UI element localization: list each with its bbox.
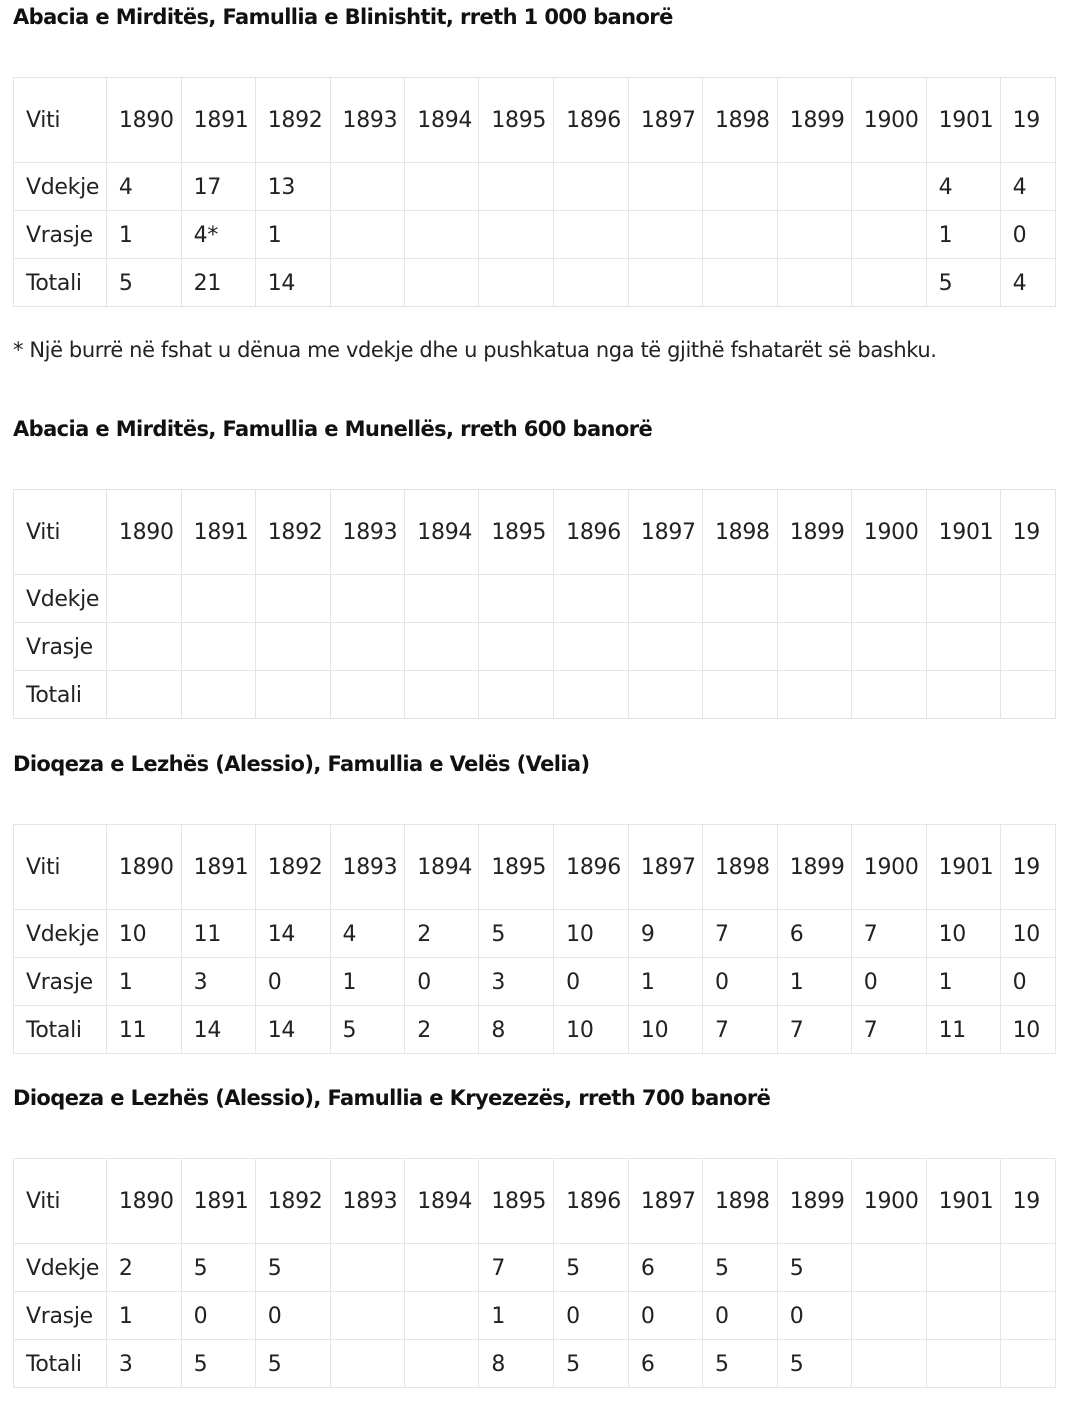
value-cell: 5 — [255, 1340, 330, 1388]
year-header-cell: 1899 — [777, 825, 851, 910]
year-header-cell: 1892 — [255, 490, 330, 575]
value-cell — [628, 575, 702, 623]
value-cell: 1 — [926, 211, 1000, 259]
section-title: Dioqeza e Lezhës (Alessio), Famullia e Velës (Velia) — [13, 752, 590, 776]
year-header-cell: 19 — [1000, 78, 1055, 163]
row-label-cell: Vdekje — [14, 910, 107, 958]
value-cell: 7 — [851, 910, 926, 958]
year-header-cell: 1898 — [702, 78, 777, 163]
value-cell — [702, 671, 777, 719]
value-cell: 10 — [554, 1006, 629, 1054]
value-cell — [405, 623, 479, 671]
value-cell: 5 — [702, 1340, 777, 1388]
value-cell — [479, 575, 554, 623]
value-cell — [330, 1340, 405, 1388]
value-cell — [702, 211, 777, 259]
value-cell: 4 — [106, 163, 181, 211]
value-cell — [851, 671, 926, 719]
value-cell — [330, 259, 405, 307]
value-cell: 10 — [106, 910, 181, 958]
year-header-cell: 1893 — [330, 825, 405, 910]
value-cell — [405, 163, 479, 211]
value-cell — [777, 259, 851, 307]
data-table-wrapper[interactable] — [13, 77, 1056, 307]
value-cell: 3 — [181, 958, 255, 1006]
year-header-cell: 1891 — [181, 825, 255, 910]
year-header-cell: 1901 — [926, 78, 1000, 163]
value-cell — [628, 211, 702, 259]
value-cell — [628, 259, 702, 307]
section-title: Abacia e Mirditës, Famullia e Blinishtit, rreth 1 000 banorë — [13, 5, 673, 29]
row-label-cell: Vrasje — [14, 623, 107, 671]
year-header-cell: 1892 — [255, 1159, 330, 1244]
table-header-row — [14, 78, 1056, 163]
year-header-cell: 1896 — [554, 1159, 629, 1244]
value-cell: 10 — [554, 910, 629, 958]
value-cell — [926, 1340, 1000, 1388]
value-cell — [1000, 623, 1055, 671]
value-cell: 7 — [777, 1006, 851, 1054]
value-cell: 5 — [554, 1340, 629, 1388]
year-header-cell: 1895 — [479, 825, 554, 910]
value-cell: 8 — [479, 1006, 554, 1054]
value-cell: 5 — [330, 1006, 405, 1054]
value-cell — [777, 575, 851, 623]
value-cell: 5 — [181, 1340, 255, 1388]
year-header-cell: 1899 — [777, 1159, 851, 1244]
year-header-cell: 1894 — [405, 78, 479, 163]
table-row — [14, 671, 1056, 719]
value-cell — [851, 1244, 926, 1292]
value-cell: 0 — [554, 1292, 629, 1340]
value-cell: 17 — [181, 163, 255, 211]
value-cell — [479, 623, 554, 671]
value-cell — [777, 211, 851, 259]
section-title: Dioqeza e Lezhës (Alessio), Famullia e Kryezezës, rreth 700 banorë — [13, 1086, 771, 1110]
value-cell: 9 — [628, 910, 702, 958]
value-cell — [405, 211, 479, 259]
row-label-header: Viti — [14, 1159, 107, 1244]
value-cell: 1 — [628, 958, 702, 1006]
value-cell: 1 — [255, 211, 330, 259]
table-header-row — [14, 490, 1056, 575]
table-row — [14, 1006, 1056, 1054]
value-cell — [106, 623, 181, 671]
table-row — [14, 259, 1056, 307]
value-cell — [702, 575, 777, 623]
year-header-cell: 1900 — [851, 78, 926, 163]
value-cell — [554, 211, 629, 259]
value-cell — [628, 671, 702, 719]
year-header-cell: 1890 — [106, 78, 181, 163]
year-header-cell: 1901 — [926, 825, 1000, 910]
data-table-wrapper[interactable] — [13, 824, 1056, 1054]
value-cell: 7 — [479, 1244, 554, 1292]
value-cell — [405, 575, 479, 623]
row-label-cell: Vrasje — [14, 958, 107, 1006]
value-cell — [405, 259, 479, 307]
row-label-header: Viti — [14, 825, 107, 910]
value-cell — [330, 623, 405, 671]
value-cell: 6 — [628, 1244, 702, 1292]
data-table-wrapper[interactable] — [13, 489, 1056, 719]
table-row — [14, 575, 1056, 623]
value-cell: 1 — [777, 958, 851, 1006]
value-cell — [926, 1292, 1000, 1340]
table-row — [14, 1292, 1056, 1340]
value-cell: 11 — [926, 1006, 1000, 1054]
footnote: * Një burrë në fshat u dënua me vdekje dhe u pushkatua nga të gjithë fshatarët së bashku. — [13, 338, 937, 362]
value-cell: 14 — [255, 1006, 330, 1054]
row-label-cell: Vdekje — [14, 1244, 107, 1292]
value-cell: 10 — [1000, 1006, 1055, 1054]
value-cell — [1000, 1244, 1055, 1292]
value-cell — [1000, 1292, 1055, 1340]
value-cell: 3 — [106, 1340, 181, 1388]
year-header-cell: 1894 — [405, 490, 479, 575]
year-header-cell: 19 — [1000, 825, 1055, 910]
value-cell: 0 — [554, 958, 629, 1006]
value-cell: 10 — [926, 910, 1000, 958]
value-cell: 5 — [777, 1244, 851, 1292]
value-cell: 13 — [255, 163, 330, 211]
year-header-cell: 1891 — [181, 78, 255, 163]
year-header-cell: 1899 — [777, 78, 851, 163]
value-cell — [330, 211, 405, 259]
value-cell — [777, 623, 851, 671]
value-cell: 5 — [926, 259, 1000, 307]
value-cell: 0 — [1000, 211, 1055, 259]
value-cell: 8 — [479, 1340, 554, 1388]
data-table-wrapper[interactable] — [13, 1158, 1056, 1388]
value-cell — [330, 163, 405, 211]
value-cell — [702, 623, 777, 671]
value-cell: 0 — [851, 958, 926, 1006]
data-table — [13, 1158, 1056, 1388]
year-header-cell: 1893 — [330, 490, 405, 575]
row-label-cell: Totali — [14, 671, 107, 719]
data-table — [13, 77, 1056, 307]
table-row — [14, 910, 1056, 958]
table-header-row — [14, 825, 1056, 910]
value-cell — [106, 671, 181, 719]
year-header-cell: 1901 — [926, 490, 1000, 575]
table-header-row — [14, 1159, 1056, 1244]
value-cell — [181, 671, 255, 719]
value-cell — [479, 671, 554, 719]
row-label-cell: Vdekje — [14, 575, 107, 623]
year-header-cell: 1897 — [628, 78, 702, 163]
year-header-cell: 1897 — [628, 1159, 702, 1244]
value-cell: 11 — [106, 1006, 181, 1054]
year-header-cell: 19 — [1000, 490, 1055, 575]
value-cell: 1 — [106, 1292, 181, 1340]
year-header-cell: 1890 — [106, 825, 181, 910]
year-header-cell: 1890 — [106, 1159, 181, 1244]
value-cell: 5 — [554, 1244, 629, 1292]
value-cell — [554, 671, 629, 719]
value-cell — [330, 671, 405, 719]
value-cell: 0 — [702, 958, 777, 1006]
year-header-cell: 1898 — [702, 490, 777, 575]
value-cell: 0 — [702, 1292, 777, 1340]
value-cell — [554, 259, 629, 307]
year-header-cell: 1895 — [479, 490, 554, 575]
value-cell: 14 — [255, 910, 330, 958]
value-cell — [255, 671, 330, 719]
value-cell: 4* — [181, 211, 255, 259]
value-cell: 0 — [628, 1292, 702, 1340]
value-cell: 7 — [851, 1006, 926, 1054]
value-cell — [405, 1292, 479, 1340]
value-cell — [851, 1292, 926, 1340]
value-cell: 10 — [1000, 910, 1055, 958]
section-title: Abacia e Mirditës, Famullia e Munellës, rreth 600 banorë — [13, 417, 653, 441]
value-cell — [479, 163, 554, 211]
value-cell: 0 — [777, 1292, 851, 1340]
value-cell — [702, 163, 777, 211]
table-row — [14, 1244, 1056, 1292]
value-cell: 5 — [106, 259, 181, 307]
value-cell: 3 — [479, 958, 554, 1006]
value-cell — [926, 575, 1000, 623]
year-header-cell: 1895 — [479, 1159, 554, 1244]
value-cell: 14 — [255, 259, 330, 307]
value-cell — [405, 1244, 479, 1292]
value-cell: 4 — [1000, 163, 1055, 211]
value-cell: 0 — [255, 1292, 330, 1340]
table-row — [14, 211, 1056, 259]
table-row — [14, 1340, 1056, 1388]
year-header-cell: 1898 — [702, 1159, 777, 1244]
value-cell — [851, 575, 926, 623]
row-label-header: Viti — [14, 78, 107, 163]
value-cell: 6 — [777, 910, 851, 958]
value-cell: 0 — [1000, 958, 1055, 1006]
value-cell: 0 — [181, 1292, 255, 1340]
value-cell: 0 — [405, 958, 479, 1006]
year-header-cell: 1891 — [181, 1159, 255, 1244]
value-cell — [479, 259, 554, 307]
value-cell — [851, 259, 926, 307]
value-cell: 0 — [255, 958, 330, 1006]
value-cell: 11 — [181, 910, 255, 958]
value-cell — [926, 623, 1000, 671]
value-cell — [255, 575, 330, 623]
value-cell — [554, 163, 629, 211]
value-cell: 1 — [106, 958, 181, 1006]
value-cell: 14 — [181, 1006, 255, 1054]
value-cell — [1000, 1340, 1055, 1388]
table-row — [14, 163, 1056, 211]
row-label-cell: Totali — [14, 259, 107, 307]
value-cell: 1 — [330, 958, 405, 1006]
value-cell — [255, 623, 330, 671]
value-cell — [554, 623, 629, 671]
value-cell — [181, 575, 255, 623]
value-cell: 2 — [405, 1006, 479, 1054]
row-label-header: Viti — [14, 490, 107, 575]
value-cell: 4 — [1000, 259, 1055, 307]
value-cell: 7 — [702, 1006, 777, 1054]
value-cell — [106, 575, 181, 623]
year-header-cell: 1892 — [255, 78, 330, 163]
year-header-cell: 1893 — [330, 78, 405, 163]
year-header-cell: 1897 — [628, 825, 702, 910]
year-header-cell: 1900 — [851, 1159, 926, 1244]
value-cell: 7 — [702, 910, 777, 958]
year-header-cell: 1900 — [851, 490, 926, 575]
row-label-cell: Totali — [14, 1006, 107, 1054]
value-cell: 2 — [106, 1244, 181, 1292]
year-header-cell: 1896 — [554, 825, 629, 910]
value-cell: 5 — [479, 910, 554, 958]
value-cell — [554, 575, 629, 623]
value-cell — [702, 259, 777, 307]
table-row — [14, 958, 1056, 1006]
data-table — [13, 489, 1056, 719]
year-header-cell: 1893 — [330, 1159, 405, 1244]
value-cell — [851, 163, 926, 211]
value-cell — [851, 623, 926, 671]
year-header-cell: 1897 — [628, 490, 702, 575]
year-header-cell: 1894 — [405, 1159, 479, 1244]
value-cell — [851, 211, 926, 259]
value-cell — [777, 671, 851, 719]
row-label-cell: Vrasje — [14, 1292, 107, 1340]
value-cell — [330, 575, 405, 623]
year-header-cell: 1896 — [554, 490, 629, 575]
value-cell: 5 — [181, 1244, 255, 1292]
value-cell: 1 — [479, 1292, 554, 1340]
year-header-cell: 1898 — [702, 825, 777, 910]
year-header-cell: 1890 — [106, 490, 181, 575]
value-cell — [628, 163, 702, 211]
value-cell — [181, 623, 255, 671]
row-label-cell: Vdekje — [14, 163, 107, 211]
year-header-cell: 1894 — [405, 825, 479, 910]
value-cell — [330, 1244, 405, 1292]
value-cell — [1000, 671, 1055, 719]
value-cell — [1000, 575, 1055, 623]
value-cell — [926, 1244, 1000, 1292]
year-header-cell: 1896 — [554, 78, 629, 163]
year-header-cell: 1895 — [479, 78, 554, 163]
value-cell — [628, 623, 702, 671]
row-label-cell: Totali — [14, 1340, 107, 1388]
value-cell: 5 — [255, 1244, 330, 1292]
row-label-cell: Vrasje — [14, 211, 107, 259]
value-cell — [330, 1292, 405, 1340]
year-header-cell: 1892 — [255, 825, 330, 910]
value-cell: 21 — [181, 259, 255, 307]
value-cell — [777, 163, 851, 211]
year-header-cell: 1901 — [926, 1159, 1000, 1244]
data-table — [13, 824, 1056, 1054]
year-header-cell: 19 — [1000, 1159, 1055, 1244]
year-header-cell: 1891 — [181, 490, 255, 575]
year-header-cell: 1900 — [851, 825, 926, 910]
value-cell: 1 — [106, 211, 181, 259]
table-row — [14, 623, 1056, 671]
year-header-cell: 1899 — [777, 490, 851, 575]
value-cell: 1 — [926, 958, 1000, 1006]
value-cell: 10 — [628, 1006, 702, 1054]
value-cell — [405, 1340, 479, 1388]
value-cell: 5 — [777, 1340, 851, 1388]
value-cell — [926, 671, 1000, 719]
value-cell — [479, 211, 554, 259]
value-cell: 4 — [926, 163, 1000, 211]
value-cell: 4 — [330, 910, 405, 958]
value-cell: 2 — [405, 910, 479, 958]
value-cell: 6 — [628, 1340, 702, 1388]
value-cell — [405, 671, 479, 719]
value-cell — [851, 1340, 926, 1388]
value-cell: 5 — [702, 1244, 777, 1292]
